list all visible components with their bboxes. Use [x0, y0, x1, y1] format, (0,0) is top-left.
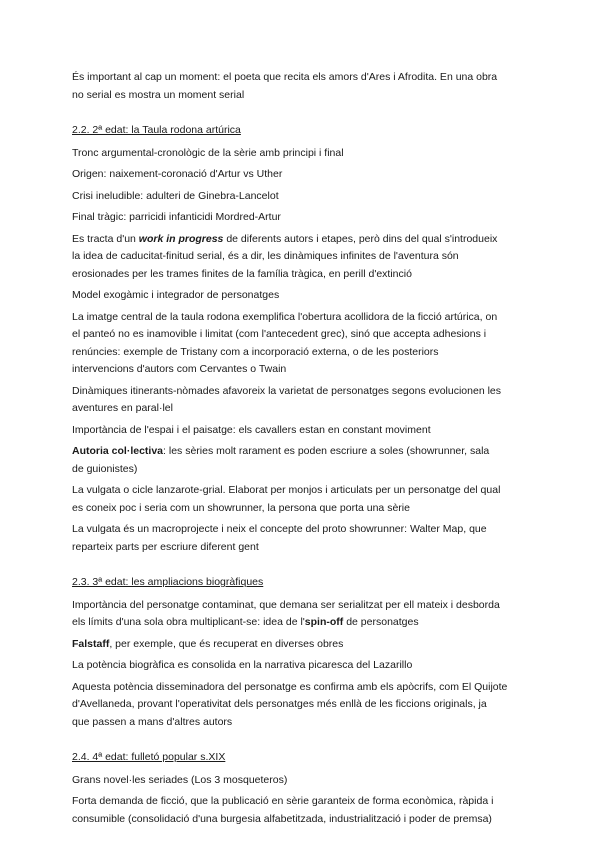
- bold-term: spin-off: [304, 616, 344, 628]
- section-heading-2-2: 2.2. 2ª edat: la Taula rodona artúrica: [72, 124, 241, 136]
- text-run: els límits d'una sola obra multiplicant-se: idea de l': [72, 616, 305, 628]
- bold-term: Autoria col·lectiva: [72, 445, 164, 457]
- text-run: de diferents autors i etapes, però dins del qual s'introdueix: [223, 232, 498, 245]
- line: que passen a mans d'altres autors: [72, 715, 233, 728]
- line: Aquesta potència disseminadora del personatge es confirma amb els apòcrifs, com El Quijote: [72, 680, 508, 693]
- line: La imatge central de la taula rodona exemplifica l'obertura acollidora de la ficció artúrica, on: [72, 310, 498, 323]
- text-run: de personatges: [343, 616, 419, 628]
- paragraph: Importància de l'espai i el paisatge: els cavallers estan en constant moviment: [72, 423, 431, 436]
- paragraph: Tronc argumental-cronològic de la sèrie amb principi i final: [72, 146, 344, 159]
- line: Dinàmiques itinerants-nòmades afavoreix la varietat de personatges segons evolucionen les: [72, 384, 501, 397]
- paragraph: Model exogàmic i integrador de personatges: [72, 289, 280, 301]
- paragraph: Crisi ineludible: adulteri de Ginebra-Lancelot: [72, 189, 279, 202]
- paragraph: [72, 679, 534, 732]
- paragraph: La potència biogràfica es consolida en la narrativa picaresca del Lazarillo: [72, 659, 413, 671]
- bold-term: Falstaff: [72, 637, 110, 650]
- line: la idea de caducitat-finitud serial, és a dir, les dinàmiques infinites de l'aventura són: [72, 250, 459, 262]
- paragraph: [72, 383, 534, 418]
- paragraph-spin-off: [72, 597, 534, 632]
- paragraph: [72, 793, 534, 828]
- line: erosionades per les trames finites de la família tràgica, en perill d'extinció: [72, 267, 412, 280]
- paragraph: Origen: naixement-coronació d'Artur vs Uther: [72, 168, 283, 180]
- paragraph-autoria: [72, 443, 534, 478]
- line: renúncies: exemple de Tristany com a incorporació externa, o de les posteriors: [72, 345, 439, 358]
- line: Importància del personatge contaminat, que demana ser serialitzat per ell mateix i desborda: [72, 598, 500, 611]
- line: no serial es mostra un moment serial: [72, 88, 245, 101]
- emphasis-text: work in progress: [138, 232, 224, 245]
- line: aventures en paral·lel: [72, 402, 173, 414]
- line: La vulgata és un macroprojecte i neix el concepte del proto showrunner: Walter Map, que: [72, 523, 487, 535]
- paragraph: Grans novel·les seriades (Los 3 mosqueteros): [72, 773, 288, 786]
- line: És important al cap un moment: el poeta que recita els amors d'Ares i Afrodita. En una obra: [72, 71, 498, 83]
- line: intervencions d'autors com Cervantes o Twain: [72, 363, 287, 375]
- line: d'Avellaneda, provant l'operativitat dels personatges més enllà de les ficcions originals, ja: [72, 698, 487, 710]
- line: el panteó no es inamovible i limitat (com l'antecedent grec), sinó que accepta adhesions i: [72, 328, 487, 340]
- paragraph: [72, 309, 534, 379]
- line: Forta demanda de ficció, que la publicació en sèrie garanteix de forma econòmica, ràpida i: [72, 795, 494, 807]
- paragraph: [72, 521, 534, 556]
- paragraph: Final tràgic: parricidi infanticidi Mordred-Artur: [72, 211, 281, 223]
- paragraph-falstaff: [72, 636, 534, 654]
- line: consumible (consolidació d'una burgesia alfabetitzada, industrialització i poder de premsa): [72, 812, 492, 825]
- line: de guionistes): [72, 462, 138, 475]
- text-run: Es tracta d'un: [72, 232, 139, 245]
- section-heading-2-3: 2.3. 3ª edat: les ampliacions biogràfiques: [72, 576, 264, 588]
- text-run: : les sèries molt rarament es poden escriure a soles (showrunner, sala: [163, 445, 490, 457]
- intro-paragraph: [72, 69, 534, 104]
- paragraph-work-in-progress: [72, 231, 534, 284]
- line: La vulgata o cicle lanzarote-grial. Elaborat per monjos i articulats per un personatge del qual: [72, 484, 501, 496]
- section-heading-2-4: 2.4. 4ª edat: fulletó popular s.XIX: [72, 751, 226, 763]
- document-body: [72, 69, 534, 832]
- line: es coneix poc i seria com un showrunner, la persona que porta una sèrie: [72, 501, 410, 514]
- line: reparteix parts per escriure diferent gent: [72, 540, 259, 553]
- text-run: , per exemple, que és recuperat en diverses obres: [109, 637, 344, 650]
- paragraph: [72, 482, 534, 517]
